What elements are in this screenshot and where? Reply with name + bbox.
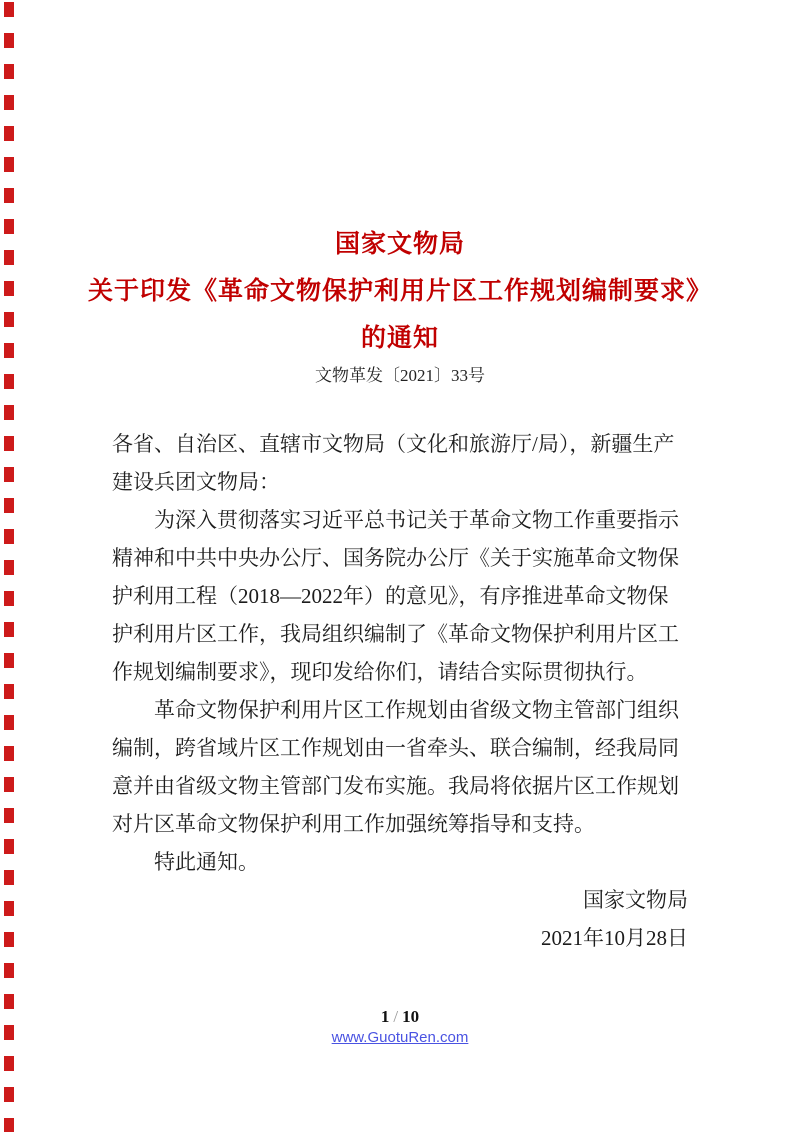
body-paragraph: 为深入贯彻落实习近平总书记关于革命文物工作重要指示精神和中共中央办公厅、国务院办公厅《关于实施革命文物保护利用工程（2018—2022年）的意见》，有序推进革命文物保护利用片区工作，我局组织编制了《革命文物保护利用片区工作规划编制要求》，现印发给你们，请结合实际贯彻执行。 [112,508,679,684]
page-total: 10 [402,1007,420,1026]
site-link[interactable]: www.GuotuRen.com [331,1029,469,1046]
closing-line: 特此通知。 [154,850,259,874]
page-separator: / [393,1007,399,1026]
doc-title-line-1: 国家文物局 [334,230,465,258]
doc-title [0,221,800,362]
page-indicator [0,1006,800,1028]
doc-body [112,425,688,957]
doc-title-line-2: 关于印发《革命文物保护利用片区工作规划编制要求》 [87,277,712,305]
addressee-line: 各省、自治区、直辖市文物局（文化和旅游厅/局），新疆生产建设兵团文物局： [112,432,675,494]
doc-number: 文物革发〔2021〕33号 [315,366,485,385]
body-paragraph: 革命文物保护利用片区工作规划由省级文物主管部门组织编制，跨省域片区工作规划由一省牵头、联合编制，经我局同意并由省级文物主管部门发布实施。我局将依据片区工作规划对片区革命文物保护利用工作加强统筹指导和支持。 [112,698,679,836]
page-current: 1 [380,1007,390,1026]
signature-org: 国家文物局 [583,888,688,912]
page-edge-dashes [4,2,14,1132]
footer-site [0,1028,800,1048]
signature-date: 2021年10月28日 [541,926,688,950]
doc-title-line-3: 的通知 [360,324,439,352]
